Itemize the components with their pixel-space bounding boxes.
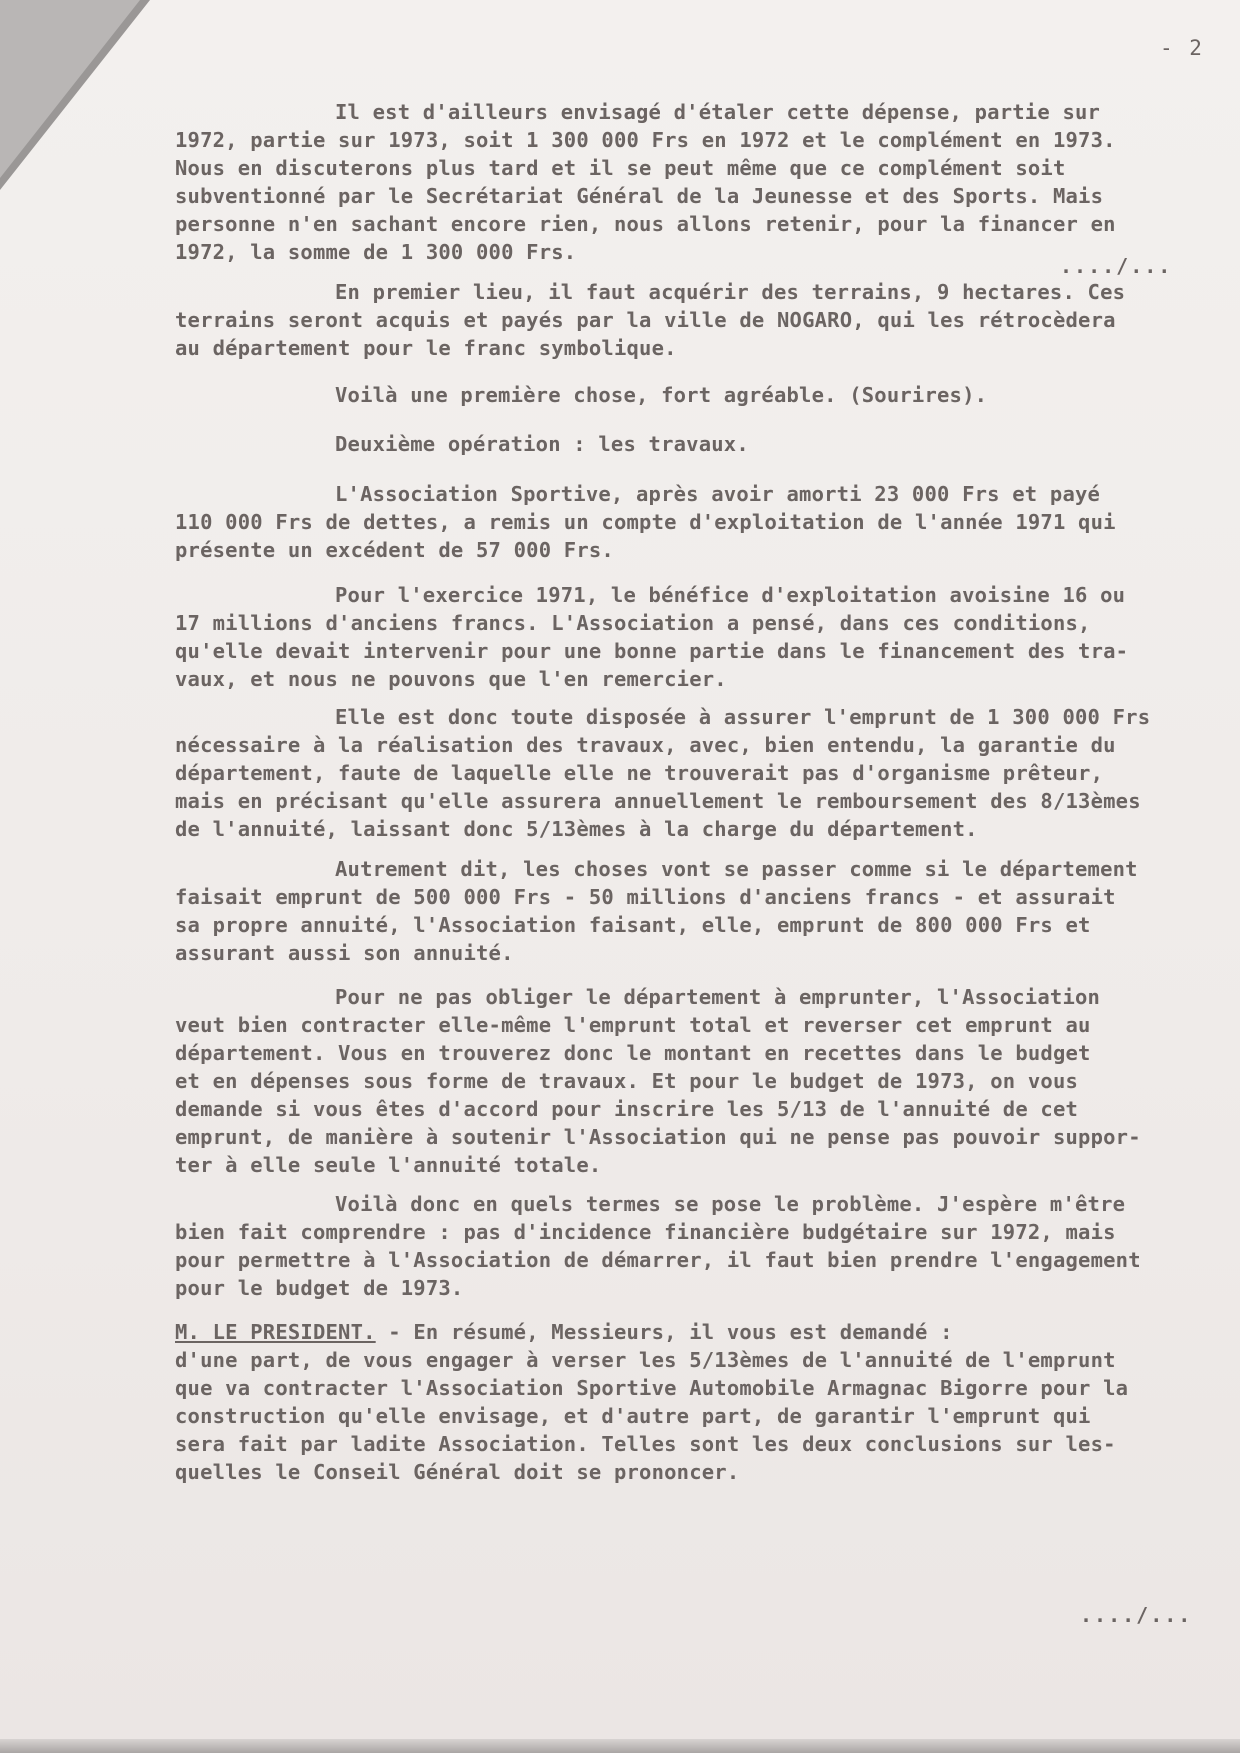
paragraph-2: [175, 278, 1225, 362]
text-line: que va contracter l'Association Sportive Automobile Armagnac Bigorre pour la: [175, 1376, 1129, 1400]
text-line: subventionné par le Secrétariat Général de la Jeunesse et des Sports. Mais: [175, 184, 1104, 208]
text-line: Autrement dit, les choses vont se passer comme si le département: [335, 857, 1138, 881]
text-line: faisait emprunt de 500 000 Frs - 50 millions d'anciens francs - et assurait: [175, 885, 1116, 909]
paragraph-4: [175, 430, 1225, 458]
paragraph-8: [175, 855, 1225, 967]
page-number: - 2: [1160, 36, 1204, 60]
paragraph-9: [175, 983, 1225, 1179]
text-line: bien fait comprendre : pas d'incidence financière budgétaire sur 1972, mais: [175, 1220, 1116, 1244]
text-line: sera fait par ladite Association. Telles sont les deux conclusions sur les-: [175, 1432, 1116, 1456]
text-line: et en dépenses sous forme de travaux. Et pour le budget de 1973, on vous: [175, 1069, 1079, 1093]
text-line: construction qu'elle envisage, et d'autre part, de garantir l'emprunt qui: [175, 1404, 1091, 1428]
text-line: 17 millions d'anciens francs. L'Association a pensé, dans ces conditions,: [175, 611, 1091, 635]
folded-corner-inner: [0, 0, 140, 178]
text-line: 110 000 Frs de dettes, a remis un compte d'exploitation de l'année 1971 qui: [175, 510, 1116, 534]
text-line: département, faute de laquelle elle ne trouverait pas d'organisme prêteur,: [175, 761, 1104, 785]
text-line: quelles le Conseil Général doit se prononcer.: [175, 1460, 740, 1484]
text-line: 1972, la somme de 1 300 000 Frs.: [175, 240, 577, 264]
text-line: vaux, et nous ne pouvons que l'en remercier.: [175, 667, 727, 691]
text-line: Deuxième opération : les travaux.: [335, 432, 749, 456]
text-line: personne n'en sachant encore rien, nous allons retenir, pour la financer en: [175, 212, 1116, 236]
text-line: Il est d'ailleurs envisagé d'étaler cette dépense, partie sur: [335, 100, 1101, 124]
text-line: L'Association Sportive, après avoir amorti 23 000 Frs et payé: [335, 482, 1101, 506]
text-line: département. Vous en trouverez donc le montant en recettes dans le budget: [175, 1041, 1091, 1065]
text-line: - En résumé, Messieurs, il vous est demandé :: [375, 1320, 953, 1344]
text-line: sa propre annuité, l'Association faisant, elle, emprunt de 800 000 Frs et: [175, 913, 1091, 937]
paragraph-5: [175, 480, 1225, 564]
text-line: nécessaire à la réalisation des travaux, avec, bien entendu, la garantie du: [175, 733, 1116, 757]
text-line: Voilà donc en quels termes se pose le problème. J'espère m'être: [335, 1192, 1126, 1216]
text-line: Elle est donc toute disposée à assurer l'emprunt de 1 300 000 Frs: [335, 705, 1151, 729]
text-line: En premier lieu, il faut acquérir des terrains, 9 hectares. Ces: [335, 280, 1126, 304]
text-line: qu'elle devait intervenir pour une bonne partie dans le financement des tra-: [175, 639, 1129, 663]
text-line: emprunt, de manière à soutenir l'Association qui ne pense pas pouvoir suppor-: [175, 1125, 1141, 1149]
text-line: au département pour le franc symbolique.: [175, 336, 677, 360]
page-bottom-edge: [0, 1739, 1240, 1753]
text-line: veut bien contracter elle-même l'emprunt total et reverser cet emprunt au: [175, 1013, 1091, 1037]
text-line: demande si vous êtes d'accord pour inscrire les 5/13 de l'annuité de cet: [175, 1097, 1079, 1121]
text-line: terrains seront acquis et payés par la ville de NOGARO, qui les rétrocèdera: [175, 308, 1116, 332]
paragraph-6: [175, 581, 1225, 693]
text-line: ter à elle seule l'annuité totale.: [175, 1153, 602, 1177]
paragraph-3: [175, 381, 1225, 409]
text-line: pour le budget de 1973.: [175, 1276, 464, 1300]
text-line: Pour ne pas obliger le département à emprunter, l'Association: [335, 985, 1101, 1009]
text-line: Nous en discuterons plus tard et il se peut même que ce complément soit: [175, 156, 1066, 180]
text-line: mais en précisant qu'elle assurera annuellement le remboursement des 8/13èmes: [175, 789, 1141, 813]
text-line: assurant aussi son annuité.: [175, 941, 514, 965]
president-first-line: [175, 1318, 1225, 1346]
text-line: de l'annuité, laissant donc 5/13èmes à la charge du département.: [175, 817, 978, 841]
text-line: pour permettre à l'Association de démarrer, il faut bien prendre l'engagement: [175, 1248, 1141, 1272]
text-line: présente un excédent de 57 000 Frs.: [175, 538, 614, 562]
paragraph-1: [175, 98, 1225, 266]
paragraph-7: [175, 703, 1225, 843]
text-line: d'une part, de vous engager à verser les 5/13èmes de l'annuité de l'emprunt: [175, 1348, 1116, 1372]
text-line: 1972, partie sur 1973, soit 1 300 000 Frs en 1972 et le complément en 1973.: [175, 128, 1116, 152]
president-statement: [175, 1318, 1225, 1486]
continuation-mark: ..../...: [1080, 1603, 1193, 1627]
speaker-name: M. LE PRESIDENT.: [175, 1320, 376, 1344]
continuation-mark: ..../...: [1060, 254, 1173, 278]
text-line: Pour l'exercice 1971, le bénéfice d'exploitation avoisine 16 ou: [335, 583, 1126, 607]
paragraph-10: [175, 1190, 1225, 1302]
text-line: Voilà une première chose, fort agréable. (Sourires).: [335, 383, 988, 407]
